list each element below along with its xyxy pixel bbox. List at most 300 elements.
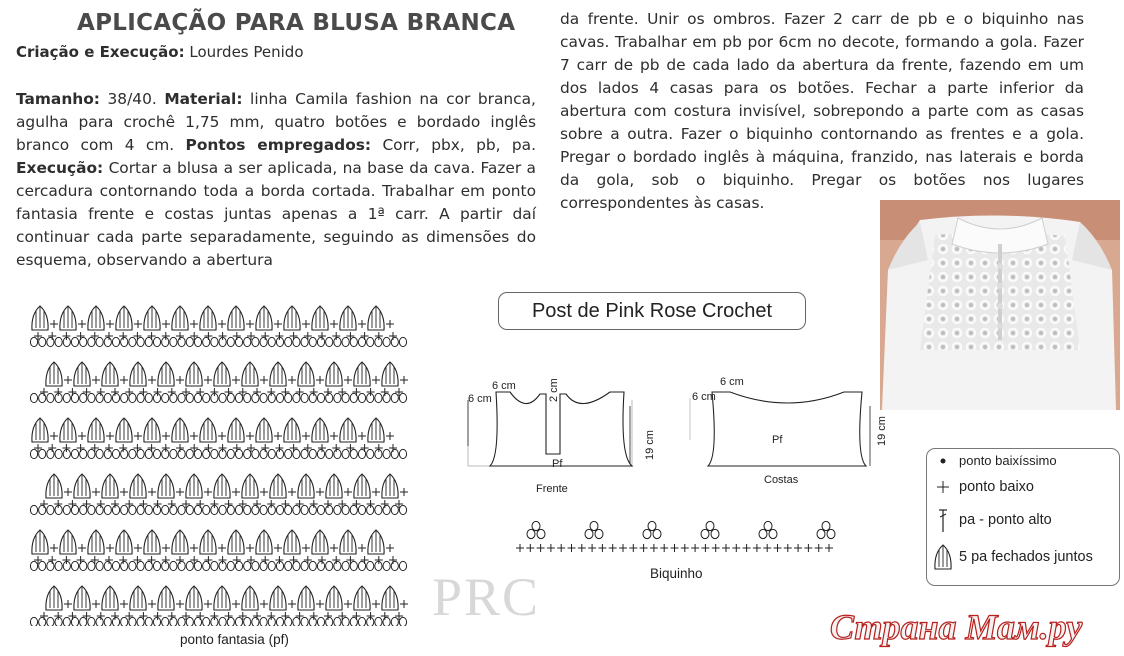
instructions-right: da frente. Unir os ombros. Fazer 2 carr de pb e o biquinho nas cavas. Trabalhar em pb por 6cm no decote, formando a gola. Fazer 7 carr de pb de cada lado da abertura da frente, fazendo em um dos lados 4 casas para os botões. Fechar a parte inferior da abertura com costura invisível, sobrepondo a parte com as casas sobre a outra. Fazer o biquinho contornando as frentes e a gola. Pregar o bordado inglês à máquina, franzido, nas laterais e borda da gola, sob o biquinho. Pregar os botões nos lugares correspondentes às casas.	[560, 10, 1084, 212]
cluster-stitch-symbol	[144, 418, 160, 442]
single-crochet-symbol	[332, 556, 340, 564]
single-crochet-symbol	[111, 612, 119, 620]
chain-stitch-symbol	[145, 505, 152, 514]
chain-stitch-symbol	[39, 617, 46, 626]
chain-stitch-symbol	[227, 449, 234, 458]
single-crochet-symbol	[386, 320, 394, 328]
single-crochet-symbol	[324, 388, 332, 396]
single-crochet-symbol	[304, 444, 312, 452]
single-crochet-symbol	[358, 320, 366, 328]
cluster-stitch-symbol	[32, 530, 48, 554]
size-label: Tamanho:	[16, 90, 100, 108]
cluster-stitch-symbol	[102, 362, 118, 386]
single-crochet-symbol	[162, 320, 170, 328]
single-crochet-symbol	[162, 444, 170, 452]
single-crochet-symbol	[324, 612, 332, 620]
chain-stitch-symbol	[244, 617, 251, 626]
chain-stitch-symbol	[112, 505, 119, 514]
chain-stitch-symbol	[317, 505, 324, 514]
chain-stitch-symbol	[268, 449, 275, 458]
cluster-stitch-symbol	[158, 586, 174, 610]
chain-stitch-symbol	[342, 393, 349, 402]
cluster-stitch-symbol	[186, 586, 202, 610]
single-crochet-symbol	[302, 320, 310, 328]
chain-stitch-symbol	[276, 617, 283, 626]
single-crochet-symbol	[247, 444, 255, 452]
single-crochet-symbol	[346, 332, 354, 340]
single-crochet-symbol	[92, 488, 100, 496]
cluster-stitch-symbol	[228, 530, 244, 554]
chain-stitch-symbol	[301, 617, 308, 626]
single-crochet-symbol	[154, 612, 162, 620]
chain-stitch-symbol	[30, 561, 37, 570]
chain-stitch-symbol	[88, 617, 95, 626]
blouse-photo	[880, 200, 1120, 410]
chain-stitch-symbol	[219, 505, 226, 514]
chain-stitch-symbol	[80, 393, 87, 402]
single-crochet-symbol	[91, 556, 99, 564]
cluster-stitch-symbol	[74, 362, 90, 386]
single-crochet-symbol	[105, 332, 113, 340]
cluster-stitch-symbol	[354, 474, 370, 498]
stitches-label: Pontos empregados:	[185, 136, 372, 154]
chain-stitch-symbol	[153, 617, 160, 626]
chain-stitch-symbol	[170, 393, 177, 402]
single-crochet-symbol	[120, 376, 128, 384]
cluster-stitch-symbol	[60, 418, 76, 442]
single-crochet-symbol	[176, 444, 184, 452]
single-crochet-symbol	[125, 388, 133, 396]
chain-stitch-symbol	[153, 561, 160, 570]
chain-stitch-symbol	[252, 393, 259, 402]
chain-stitch-symbol	[358, 393, 365, 402]
chain-stitch-symbol	[121, 617, 128, 626]
chain-stitch-symbol	[30, 449, 37, 458]
chain-stitch-symbol	[334, 561, 341, 570]
chain-stitch-symbol	[88, 393, 95, 402]
picot-chain-symbol	[590, 521, 598, 530]
single-crochet-symbol	[671, 544, 679, 552]
single-crochet-symbol	[395, 612, 403, 620]
chain-stitch-symbol	[334, 617, 341, 626]
prc-watermark: PRC	[432, 567, 541, 627]
single-crochet-symbol	[106, 432, 114, 440]
single-crochet-symbol	[330, 320, 338, 328]
material-value: linha Camila fashion na cor branca, agulha para crochê 1,75 mm, quatro botões e bordado inglês branco com 4 cm.	[16, 90, 536, 154]
chain-stitch-symbol	[178, 393, 185, 402]
chain-stitch-symbol	[301, 337, 308, 346]
single-crochet-symbol	[48, 444, 56, 452]
single-crochet-symbol	[40, 500, 48, 508]
picot-chain-symbol	[532, 521, 540, 530]
single-crochet-symbol	[316, 488, 324, 496]
chain-stitch-symbol	[71, 561, 78, 570]
single-crochet-symbol	[274, 320, 282, 328]
chain-stitch-symbol	[63, 393, 70, 402]
chain-stitch-symbol	[186, 561, 193, 570]
single-crochet-symbol	[804, 544, 812, 552]
cluster-icon	[933, 543, 953, 571]
chain-stitch-symbol	[186, 393, 193, 402]
single-crochet-symbol	[218, 320, 226, 328]
chain-stitch-symbol	[317, 337, 324, 346]
single-crochet-symbol	[83, 612, 91, 620]
stitches-value: Corr, pbx, pb, pa.	[382, 136, 536, 154]
single-crochet-symbol	[190, 444, 198, 452]
single-crochet-symbol	[381, 388, 389, 396]
chain-stitch-symbol	[293, 393, 300, 402]
chain-stitch-symbol	[47, 617, 54, 626]
chain-stitch-symbol	[194, 337, 201, 346]
single-crochet-symbol	[204, 332, 212, 340]
single-crochet-symbol	[660, 544, 668, 552]
single-crochet-symbol	[218, 544, 226, 552]
chain-stitch-symbol	[170, 505, 177, 514]
chain-stitch-symbol	[399, 505, 406, 514]
single-crochet-symbol	[232, 488, 240, 496]
single-crochet-symbol	[267, 612, 275, 620]
single-crochet-symbol	[395, 500, 403, 508]
single-crochet-symbol	[260, 600, 268, 608]
back-center-label: Pf	[772, 434, 783, 446]
single-crochet-symbol	[233, 444, 241, 452]
chain-stitch-symbol	[350, 561, 357, 570]
front-top-label: 6 cm	[492, 380, 516, 392]
cluster-stitch-symbol	[382, 586, 398, 610]
cluster-stitch-symbol	[74, 586, 90, 610]
chain-stitch-symbol	[137, 561, 144, 570]
picot-chain-symbol	[822, 521, 830, 530]
legend-item	[933, 543, 1093, 571]
dot-icon	[933, 456, 953, 466]
chain-stitch-symbol	[334, 393, 341, 402]
chain-stitch-symbol	[88, 561, 95, 570]
chain-stitch-symbol	[112, 337, 119, 346]
chain-stitch-symbol	[301, 449, 308, 458]
chain-stitch-symbol	[162, 505, 169, 514]
cluster-stitch-symbol	[382, 474, 398, 498]
single-crochet-symbol	[34, 444, 42, 452]
single-crochet-symbol	[148, 488, 156, 496]
chain-stitch-symbol	[55, 561, 62, 570]
cluster-stitch-symbol	[130, 362, 146, 386]
chain-stitch-symbol	[104, 505, 111, 514]
chain-stitch-symbol	[80, 617, 87, 626]
single-crochet-symbol	[40, 388, 48, 396]
single-crochet-symbol	[204, 376, 212, 384]
single-crochet-symbol	[516, 544, 524, 552]
single-crochet-symbol	[774, 544, 782, 552]
cluster-stitch-symbol	[382, 362, 398, 386]
chain-stitch-symbol	[96, 505, 103, 514]
front-caption: Frente	[536, 483, 568, 495]
site-watermark: Страна Мам.ру	[830, 607, 1083, 647]
cluster-stitch-symbol	[368, 306, 384, 330]
chain-stitch-symbol	[162, 617, 169, 626]
single-crochet-symbol	[239, 612, 247, 620]
single-crochet-symbol	[261, 332, 269, 340]
chain-stitch-symbol	[112, 617, 119, 626]
single-crochet-symbol	[133, 556, 141, 564]
chain-stitch-symbol	[153, 337, 160, 346]
chain-stitch-symbol	[211, 337, 218, 346]
chain-stitch-symbol	[260, 393, 267, 402]
single-crochet-symbol	[330, 432, 338, 440]
chain-stitch-symbol	[244, 337, 251, 346]
chain-stitch-symbol	[211, 561, 218, 570]
chain-stitch-symbol	[96, 337, 103, 346]
single-crochet-symbol	[274, 544, 282, 552]
cluster-stitch-symbol	[200, 418, 216, 442]
chain-stitch-symbol	[334, 337, 341, 346]
material-label: Material:	[164, 90, 243, 108]
single-crochet-symbol	[267, 388, 275, 396]
chain-stitch-symbol	[219, 393, 226, 402]
single-crochet-symbol	[381, 500, 389, 508]
picot-chain-symbol	[595, 529, 603, 538]
legend-item	[933, 507, 1052, 533]
single-crochet-symbol	[302, 544, 310, 552]
chain-stitch-symbol	[301, 505, 308, 514]
chain-stitch-symbol	[350, 449, 357, 458]
single-crochet-symbol	[381, 612, 389, 620]
chain-stitch-symbol	[137, 449, 144, 458]
single-crochet-symbol	[310, 500, 318, 508]
single-crochet-symbol	[701, 544, 709, 552]
chain-stitch-symbol	[178, 449, 185, 458]
chain-stitch-symbol	[55, 337, 62, 346]
cluster-stitch-symbol	[270, 474, 286, 498]
chain-stitch-symbol	[309, 561, 316, 570]
front-slit-label: 2 cm	[548, 378, 560, 402]
chain-stitch-symbol	[121, 449, 128, 458]
chain-stitch-symbol	[342, 505, 349, 514]
cluster-stitch-symbol	[200, 530, 216, 554]
post-label-box: Post de Pink Rose Crochet	[498, 292, 806, 330]
chain-stitch-symbol	[63, 505, 70, 514]
single-crochet-symbol	[78, 432, 86, 440]
cluster-stitch-symbol	[298, 474, 314, 498]
chain-stitch-symbol	[30, 337, 37, 346]
single-crochet-symbol	[332, 332, 340, 340]
single-crochet-symbol	[316, 376, 324, 384]
single-crochet-symbol	[346, 444, 354, 452]
chain-stitch-symbol	[342, 449, 349, 458]
chain-stitch-symbol	[129, 617, 136, 626]
front-left-label: 6 cm	[468, 393, 492, 405]
single-crochet-symbol	[253, 500, 261, 508]
plus-icon	[933, 480, 953, 494]
chain-stitch-symbol	[96, 617, 103, 626]
single-crochet-symbol	[261, 556, 269, 564]
picot-chain-symbol	[537, 529, 545, 538]
chain-stitch-symbol	[244, 449, 251, 458]
chain-stitch-symbol	[162, 337, 169, 346]
single-crochet-symbol	[125, 500, 133, 508]
picot-chain-symbol	[711, 529, 719, 538]
single-crochet-symbol	[148, 600, 156, 608]
chain-stitch-symbol	[112, 449, 119, 458]
chain-stitch-symbol	[350, 337, 357, 346]
single-crochet-symbol	[154, 388, 162, 396]
single-crochet-symbol	[176, 332, 184, 340]
cluster-stitch-symbol	[228, 306, 244, 330]
chain-stitch-symbol	[268, 337, 275, 346]
single-crochet-symbol	[162, 544, 170, 552]
page-title: APLICAÇÃO PARA BLUSA BRANCA	[77, 10, 516, 36]
single-crochet-symbol	[588, 544, 596, 552]
chain-stitch-symbol	[88, 449, 95, 458]
single-crochet-symbol	[316, 600, 324, 608]
cluster-stitch-symbol	[88, 530, 104, 554]
single-crochet-symbol	[64, 488, 72, 496]
chain-stitch-symbol	[80, 505, 87, 514]
chain-stitch-symbol	[203, 505, 210, 514]
cluster-stitch-symbol	[368, 530, 384, 554]
single-crochet-symbol	[318, 444, 326, 452]
chain-stitch-symbol	[383, 393, 390, 402]
single-crochet-symbol	[120, 488, 128, 496]
chain-stitch-symbol	[260, 337, 267, 346]
single-crochet-symbol	[50, 432, 58, 440]
cluster-stitch-symbol	[32, 306, 48, 330]
chain-stitch-symbol	[39, 561, 46, 570]
single-crochet-symbol	[619, 544, 627, 552]
chain-stitch-symbol	[268, 505, 275, 514]
single-crochet-symbol	[825, 544, 833, 552]
chain-stitch-symbol	[301, 561, 308, 570]
back-schematic	[684, 370, 894, 480]
single-crochet-symbol	[743, 544, 751, 552]
chain-stitch-symbol	[178, 505, 185, 514]
chain-stitch-symbol	[39, 337, 46, 346]
chain-stitch-symbol	[194, 561, 201, 570]
chain-stitch-symbol	[170, 449, 177, 458]
chain-stitch-symbol	[293, 505, 300, 514]
single-crochet-symbol	[148, 376, 156, 384]
cluster-stitch-symbol	[214, 586, 230, 610]
cluster-stitch-symbol	[256, 530, 272, 554]
cluster-stitch-symbol	[298, 362, 314, 386]
single-crochet-symbol	[344, 376, 352, 384]
single-crochet-symbol	[288, 376, 296, 384]
chain-stitch-symbol	[88, 337, 95, 346]
front-height-label: 19 cm	[644, 430, 656, 460]
single-crochet-symbol	[225, 500, 233, 508]
chain-stitch-symbol	[121, 505, 128, 514]
single-crochet-symbol	[111, 388, 119, 396]
cluster-stitch-symbol	[354, 586, 370, 610]
chain-stitch-symbol	[317, 617, 324, 626]
cluster-stitch-symbol	[88, 306, 104, 330]
chain-stitch-symbol	[309, 337, 316, 346]
chain-stitch-symbol	[367, 561, 374, 570]
chain-stitch-symbol	[326, 337, 333, 346]
chain-stitch-symbol	[39, 505, 46, 514]
chain-stitch-symbol	[71, 449, 78, 458]
single-crochet-symbol	[753, 544, 761, 552]
single-crochet-symbol	[50, 320, 58, 328]
single-crochet-symbol	[389, 332, 397, 340]
size-value: 38/40.	[107, 90, 157, 108]
cluster-stitch-symbol	[172, 530, 188, 554]
chain-stitch-symbol	[30, 393, 37, 402]
chain-stitch-symbol	[244, 505, 251, 514]
single-crochet-symbol	[204, 444, 212, 452]
single-crochet-symbol	[162, 556, 170, 564]
single-crochet-symbol	[288, 488, 296, 496]
chain-stitch-symbol	[71, 337, 78, 346]
single-crochet-symbol	[310, 612, 318, 620]
cluster-stitch-symbol	[88, 418, 104, 442]
chain-stitch-symbol	[96, 449, 103, 458]
chain-stitch-symbol	[268, 393, 275, 402]
chain-stitch-symbol	[276, 505, 283, 514]
single-crochet-symbol	[232, 376, 240, 384]
chain-stitch-symbol	[227, 561, 234, 570]
chain-stitch-symbol	[268, 561, 275, 570]
cluster-stitch-symbol	[256, 306, 272, 330]
chain-stitch-symbol	[276, 393, 283, 402]
chain-stitch-symbol	[383, 505, 390, 514]
single-crochet-symbol	[247, 332, 255, 340]
chain-stitch-symbol	[129, 393, 136, 402]
single-crochet-symbol	[247, 556, 255, 564]
chain-stitch-symbol	[268, 617, 275, 626]
chain-stitch-symbol	[178, 337, 185, 346]
cluster-stitch-symbol	[284, 530, 300, 554]
single-crochet-symbol	[106, 320, 114, 328]
single-crochet-symbol	[97, 388, 105, 396]
single-crochet-symbol	[168, 388, 176, 396]
chain-stitch-symbol	[383, 617, 390, 626]
single-crochet-symbol	[253, 388, 261, 396]
picot-chain-symbol	[653, 529, 661, 538]
single-crochet-symbol	[358, 432, 366, 440]
cluster-stitch-symbol	[60, 306, 76, 330]
cluster-stitch-symbol	[60, 530, 76, 554]
single-crochet-symbol	[712, 544, 720, 552]
single-crochet-symbol	[330, 544, 338, 552]
single-crochet-symbol	[182, 388, 190, 396]
chain-stitch-symbol	[47, 561, 54, 570]
cluster-stitch-symbol	[242, 362, 258, 386]
chain-stitch-symbol	[367, 449, 374, 458]
single-crochet-symbol	[190, 320, 198, 328]
single-crochet-symbol	[105, 444, 113, 452]
single-crochet-symbol	[190, 544, 198, 552]
single-crochet-symbol	[168, 612, 176, 620]
chain-stitch-symbol	[145, 617, 152, 626]
chain-stitch-symbol	[170, 337, 177, 346]
single-crochet-symbol	[609, 544, 617, 552]
cluster-stitch-symbol	[354, 362, 370, 386]
cluster-stitch-symbol	[116, 418, 132, 442]
single-crochet-symbol	[389, 556, 397, 564]
chain-stitch-symbol	[47, 337, 54, 346]
chain-stitch-symbol	[252, 505, 259, 514]
single-crochet-symbol	[732, 544, 740, 552]
single-crochet-symbol	[168, 500, 176, 508]
cluster-stitch-symbol	[242, 474, 258, 498]
cluster-stitch-symbol	[368, 418, 384, 442]
back-left-label: 6 cm	[692, 391, 716, 403]
chain-stitch-symbol	[186, 337, 193, 346]
chain-stitch-symbol	[334, 449, 341, 458]
chain-stitch-symbol	[252, 449, 259, 458]
pattern-caption: ponto fantasia (pf)	[180, 632, 289, 647]
chain-stitch-symbol	[178, 561, 185, 570]
